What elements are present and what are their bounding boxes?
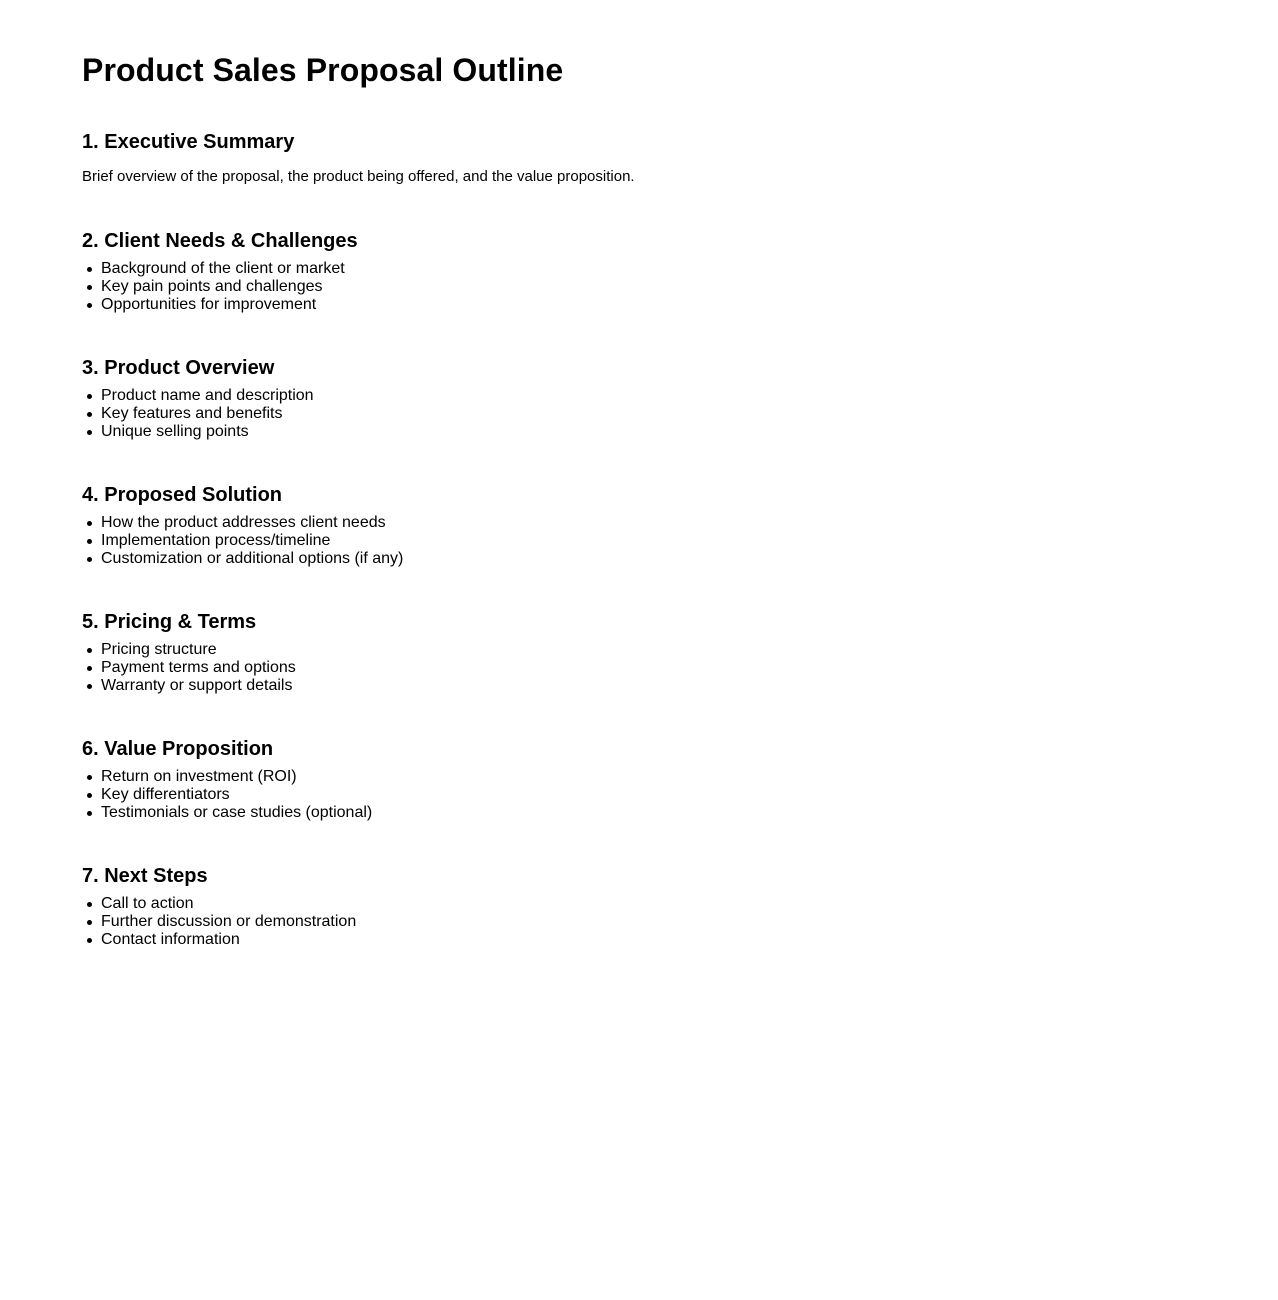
section-pricing-terms bbox=[82, 610, 1278, 695]
bullet-list bbox=[82, 387, 1278, 441]
list-item: Warranty or support details bbox=[101, 677, 1278, 695]
section-next-steps bbox=[82, 864, 1278, 949]
section-heading: 5. Pricing & Terms bbox=[82, 611, 257, 633]
list-item: Testimonials or case studies (optional) bbox=[101, 804, 1278, 822]
section-value-proposition bbox=[82, 737, 1278, 822]
list-item: Pricing structure bbox=[101, 641, 1278, 659]
page-title: Product Sales Proposal Outline bbox=[82, 52, 564, 88]
list-item: Payment terms and options bbox=[101, 659, 1278, 677]
list-item: Opportunities for improvement bbox=[101, 296, 1278, 314]
bullet-list bbox=[82, 514, 1278, 568]
bullet-list bbox=[82, 768, 1278, 822]
list-item: Product name and description bbox=[101, 387, 1278, 405]
list-item: Unique selling points bbox=[101, 423, 1278, 441]
list-item: Return on investment (ROI) bbox=[101, 768, 1278, 786]
section-heading: 1. Executive Summary bbox=[82, 131, 295, 153]
section-proposed-solution bbox=[82, 483, 1278, 568]
section-client-needs bbox=[82, 229, 1278, 314]
list-item: Customization or additional options (if any) bbox=[101, 550, 1278, 568]
list-item: Key differentiators bbox=[101, 786, 1278, 804]
list-item: Contact information bbox=[101, 931, 1278, 949]
section-paragraph: Brief overview of the proposal, the product being offered, and the value proposition. bbox=[82, 168, 635, 185]
list-item: Implementation process/timeline bbox=[101, 532, 1278, 550]
section-executive-summary bbox=[82, 130, 1278, 186]
bullet-list bbox=[82, 260, 1278, 314]
list-item: Key pain points and challenges bbox=[101, 278, 1278, 296]
section-heading: 3. Product Overview bbox=[82, 357, 275, 379]
list-item: Call to action bbox=[101, 895, 1278, 913]
list-item: Further discussion or demonstration bbox=[101, 913, 1278, 931]
section-heading: 6. Value Proposition bbox=[82, 738, 274, 760]
section-product-overview bbox=[82, 356, 1278, 441]
bullet-list bbox=[82, 895, 1278, 949]
list-item: How the product addresses client needs bbox=[101, 514, 1278, 532]
section-heading: 2. Client Needs & Challenges bbox=[82, 230, 358, 252]
list-item: Background of the client or market bbox=[101, 260, 1278, 278]
bullet-list bbox=[82, 641, 1278, 695]
list-item: Key features and benefits bbox=[101, 405, 1278, 423]
section-heading: 7. Next Steps bbox=[82, 865, 208, 887]
section-heading: 4. Proposed Solution bbox=[82, 484, 283, 506]
